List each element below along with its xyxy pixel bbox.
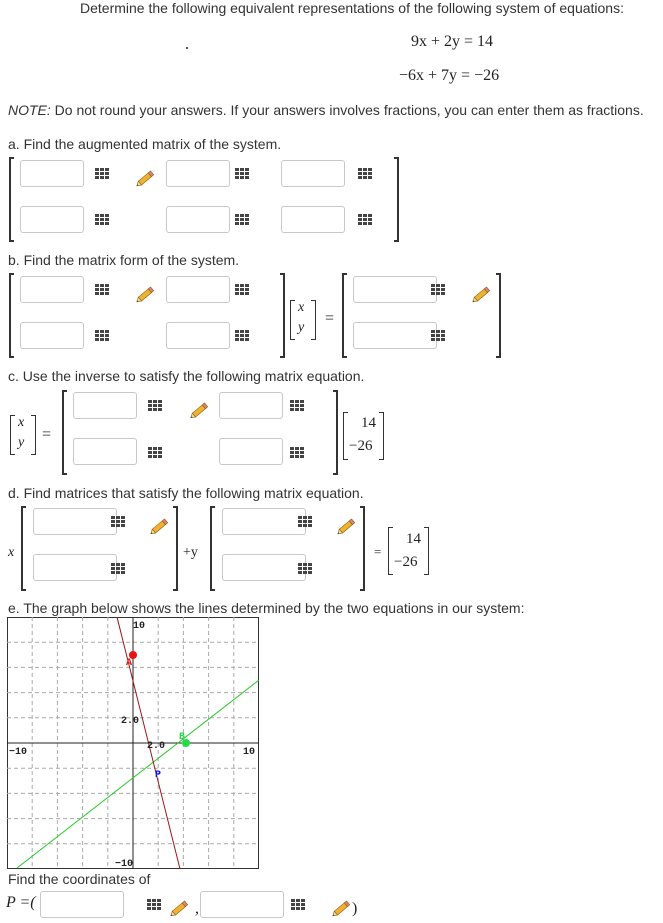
pencil-icon[interactable] bbox=[330, 896, 354, 920]
part-d-label: d. Find matrices that satisfy the following matrix equation. bbox=[8, 485, 364, 501]
right-bracket bbox=[360, 506, 365, 591]
rhs-right-bracket bbox=[424, 527, 429, 575]
rhs-left-bracket bbox=[388, 527, 393, 575]
vector-right-bracket bbox=[311, 300, 316, 340]
equals-sign: = bbox=[374, 544, 382, 559]
right-bracket bbox=[394, 157, 399, 242]
y-max-label: 10 bbox=[133, 621, 146, 632]
right-bracket bbox=[496, 273, 501, 358]
vector-x: x bbox=[18, 415, 25, 430]
matrix-editor-icon[interactable] bbox=[290, 898, 306, 911]
left-bracket bbox=[21, 506, 26, 591]
matrix-editor-icon[interactable] bbox=[110, 515, 126, 528]
part-a-label: a. Find the augmented matrix of the system. bbox=[8, 136, 282, 152]
equals-sign: = bbox=[42, 426, 52, 443]
matrix-editor-icon[interactable] bbox=[94, 167, 110, 180]
matrix-editor-icon[interactable] bbox=[234, 167, 250, 180]
left-bracket bbox=[62, 390, 67, 475]
vector-right-bracket bbox=[31, 415, 36, 455]
dot-mark bbox=[186, 47, 188, 49]
aug-r2c2-input[interactable] bbox=[166, 206, 230, 233]
rhs-r2-input[interactable] bbox=[353, 322, 437, 349]
matrix-editor-icon[interactable] bbox=[430, 329, 446, 342]
matrix-editor-icon[interactable] bbox=[94, 329, 110, 342]
matrix-editor-icon[interactable] bbox=[289, 446, 305, 459]
matrix-editor-icon[interactable] bbox=[234, 213, 250, 226]
matrix-editor-icon[interactable] bbox=[110, 562, 126, 575]
coef-r2c1-input[interactable] bbox=[20, 322, 84, 349]
matrix-editor-icon[interactable] bbox=[289, 399, 305, 412]
left-bracket bbox=[9, 157, 14, 242]
matrix-editor-icon[interactable] bbox=[357, 167, 373, 180]
col-x-r2-input[interactable] bbox=[33, 554, 117, 581]
x-coefficient: x bbox=[8, 545, 15, 560]
left-bracket bbox=[210, 506, 215, 591]
aug-r1c2-input[interactable] bbox=[166, 160, 230, 187]
pencil-icon[interactable] bbox=[168, 896, 192, 920]
x-max-label: 10 bbox=[243, 747, 256, 758]
part-c-label: c. Use the inverse to satisfy the following matrix equation. bbox=[8, 368, 365, 384]
rhs-bottom: −26 bbox=[394, 554, 418, 570]
page-title: Determine the following equivalent representations of the following system of equations: bbox=[80, 0, 624, 16]
inverse-r2c2-input[interactable] bbox=[219, 438, 283, 465]
matrix-editor-icon[interactable] bbox=[94, 283, 110, 296]
inverse-r1c1-input[interactable] bbox=[73, 392, 137, 419]
equation-1: 9x + 2y = 14 bbox=[411, 33, 494, 50]
aug-r1c3-input[interactable] bbox=[281, 160, 345, 187]
col-x-r1-input[interactable] bbox=[33, 508, 117, 535]
matrix-editor-icon[interactable] bbox=[297, 515, 313, 528]
part-b-label: b. Find the matrix form of the system. bbox=[8, 252, 240, 268]
point-b-label: B bbox=[179, 732, 186, 743]
close-paren: ) bbox=[352, 900, 358, 917]
pencil-icon[interactable] bbox=[335, 514, 359, 538]
matrix-editor-icon[interactable] bbox=[147, 399, 163, 412]
vector-y: y bbox=[298, 320, 305, 335]
matrix-editor-icon[interactable] bbox=[234, 283, 250, 296]
x-min-label: −10 bbox=[9, 747, 28, 758]
coef-r1c1-input[interactable] bbox=[20, 276, 84, 303]
y-min-label: −10 bbox=[115, 859, 134, 869]
rhs-right-bracket bbox=[379, 412, 384, 460]
left-bracket bbox=[342, 273, 347, 358]
x-tick-label: 2.0 bbox=[147, 741, 166, 752]
matrix-editor-icon[interactable] bbox=[234, 329, 250, 342]
col-y-r2-input[interactable] bbox=[222, 554, 306, 581]
vector-y: y bbox=[18, 435, 25, 450]
plus-y: +y bbox=[183, 545, 198, 560]
matrix-editor-icon[interactable] bbox=[146, 898, 162, 911]
rhs-top: 14 bbox=[406, 531, 421, 547]
left-bracket bbox=[9, 273, 14, 358]
aug-r1c1-input[interactable] bbox=[20, 160, 84, 187]
pencil-icon[interactable] bbox=[148, 514, 172, 538]
coords-prompt: Find the coordinates of bbox=[8, 871, 151, 887]
rhs-r1-input[interactable] bbox=[353, 276, 437, 303]
pencil-icon[interactable] bbox=[134, 282, 158, 306]
pencil-icon[interactable] bbox=[134, 166, 158, 190]
right-bracket bbox=[173, 506, 178, 591]
matrix-editor-icon[interactable] bbox=[430, 283, 446, 296]
coef-r2c2-input[interactable] bbox=[166, 322, 230, 349]
point-p-label: P bbox=[155, 770, 162, 781]
graph bbox=[7, 617, 259, 869]
comma: , bbox=[195, 900, 199, 917]
part-e-label: e. The graph below shows the lines determined by the two equations in our system: bbox=[8, 600, 525, 616]
right-bracket bbox=[280, 273, 285, 358]
matrix-editor-icon[interactable] bbox=[357, 213, 373, 226]
vector-x: x bbox=[298, 300, 305, 315]
y-tick-label: 2.0 bbox=[121, 716, 140, 727]
note-prefix: NOTE: bbox=[8, 102, 51, 118]
point-a-label: A bbox=[126, 658, 133, 669]
note-text: Do not round your answers. If your answers involves fractions, you can enter them as fractions. bbox=[50, 102, 644, 118]
aug-r2c1-input[interactable] bbox=[20, 206, 84, 233]
vector-left-bracket bbox=[10, 415, 15, 455]
p-y-input[interactable] bbox=[200, 891, 284, 918]
equals-sign: = bbox=[325, 310, 335, 327]
rhs-top: 14 bbox=[361, 415, 376, 431]
inverse-r2c1-input[interactable] bbox=[73, 438, 137, 465]
right-bracket bbox=[333, 390, 338, 475]
pencil-icon[interactable] bbox=[470, 282, 494, 306]
vector-left-bracket bbox=[290, 300, 295, 340]
equation-2: −6x + 7y = −26 bbox=[399, 67, 500, 84]
matrix-editor-icon[interactable] bbox=[297, 562, 313, 575]
p-label: P =( bbox=[6, 894, 36, 911]
matrix-editor-icon[interactable] bbox=[94, 213, 110, 226]
note bbox=[8, 102, 644, 118]
pencil-icon[interactable] bbox=[188, 398, 212, 422]
aug-r2c3-input[interactable] bbox=[281, 206, 345, 233]
col-y-r1-input[interactable] bbox=[222, 508, 306, 535]
coef-r1c2-input[interactable] bbox=[166, 276, 230, 303]
rhs-left-bracket bbox=[343, 412, 348, 460]
inverse-r1c2-input[interactable] bbox=[219, 392, 283, 419]
p-x-input[interactable] bbox=[40, 891, 124, 918]
matrix-editor-icon[interactable] bbox=[147, 446, 163, 459]
rhs-bottom: −26 bbox=[349, 438, 373, 454]
